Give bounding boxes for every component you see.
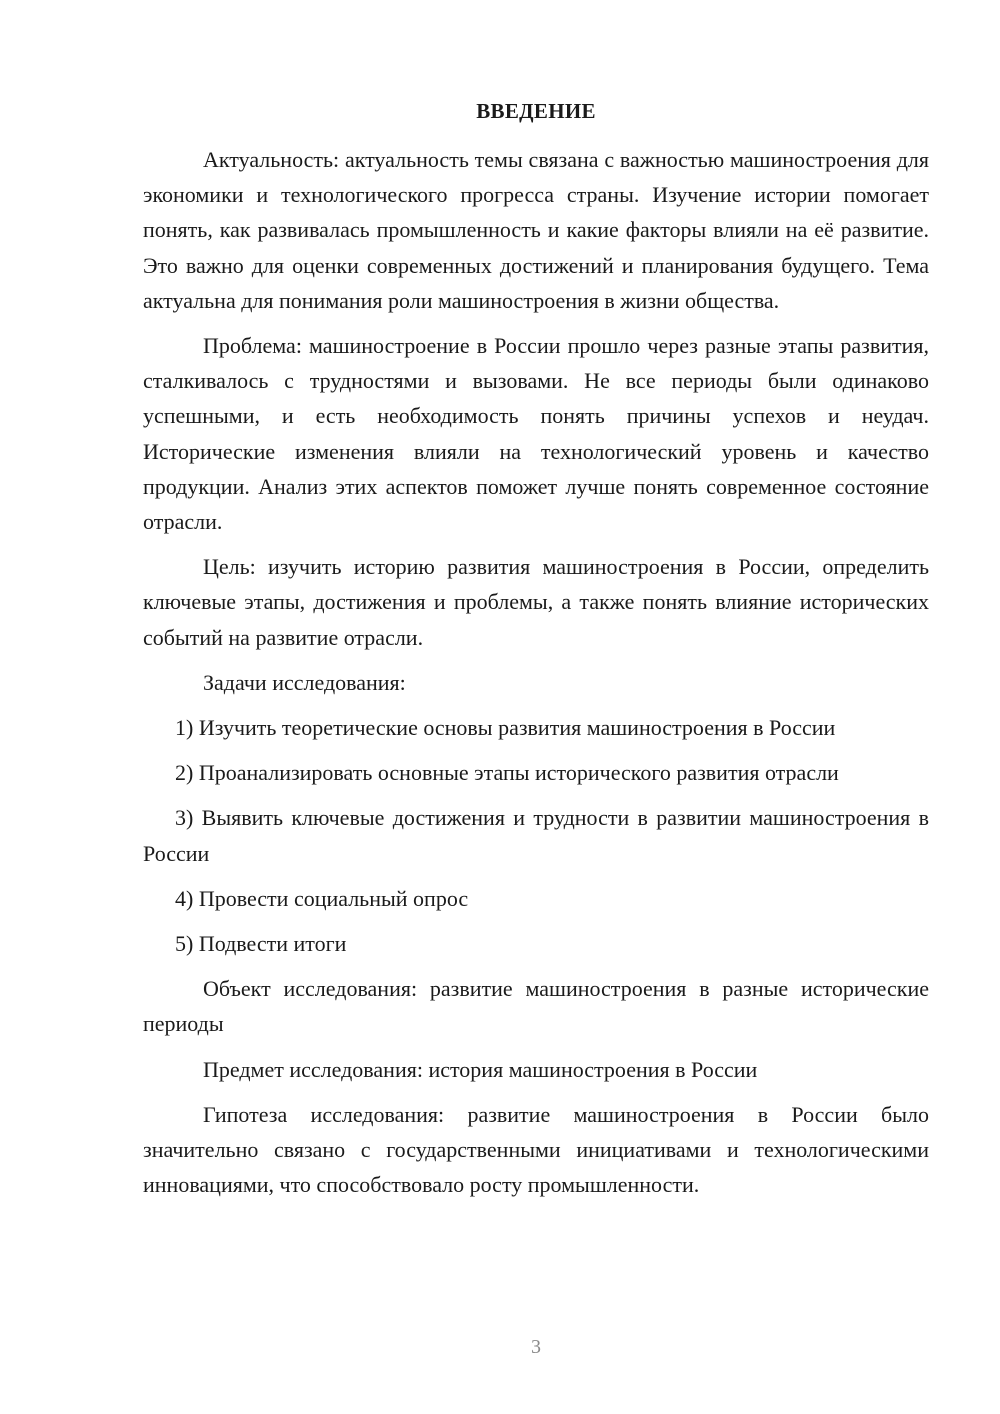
task-item-1: 1) Изучить теоретические основы развития машиностроения в России [175, 715, 836, 741]
section-heading: ВВЕДЕНИЕ [476, 99, 596, 123]
task-item-5: 5) Подвести итоги [175, 931, 347, 957]
task-item-4: 4) Провести социальный опрос [175, 885, 469, 911]
task-item-3: 3) Выявить ключевые достижения и трудности в развитии машиностроения в России [143, 805, 929, 866]
page-number: 3 [531, 1336, 541, 1358]
paragraph-hypothesis: Гипотеза исследования: развитие машиностроения в России было значительно связано с государственными инициативами и технологическими инновациями, что способствовало росту промышленности. [143, 1101, 929, 1198]
paragraph-object: Объект исследования: развитие машиностроения в разные исторические периоды [143, 976, 929, 1037]
paragraph-problem: Проблема: машиностроение в России прошло через разные этапы развития, сталкивалось с трудностями и вызовами. Не все периоды были одинаково успешными, и есть необходимость понять причины успехов и неудач. Исторические изменения влияли на технологический уровень и качество продукции. Анализ этих аспектов поможет лучше понять современное состояние отрасли. [143, 333, 929, 535]
body-text [143, 142, 929, 1212]
paragraph-subject: Предмет исследования: история машиностроения в России [203, 1056, 758, 1082]
paragraph-goal: Цель: изучить историю развития машиностроения в России, определить ключевые этапы, достижения и проблемы, а также понять влияние исторических событий на развитие отрасли. [143, 554, 929, 650]
paragraph-tasks-intro: Задачи исследования: [203, 669, 406, 695]
task-item-2: 2) Проанализировать основные этапы исторического развития отрасли [175, 760, 839, 786]
document-page [143, 0, 929, 1414]
paragraph-relevance: Актуальность: актуальность темы связана с важностью машиностроения для экономики и технологического прогресса страны. Изучение истории помогает понять, как развивалась промышленность и какие факторы влияли на её развитие. Это важно для оценки современных достижений и планирования будущего. Тема актуальна для понимания роли машиностроения в жизни общества. [143, 147, 929, 313]
